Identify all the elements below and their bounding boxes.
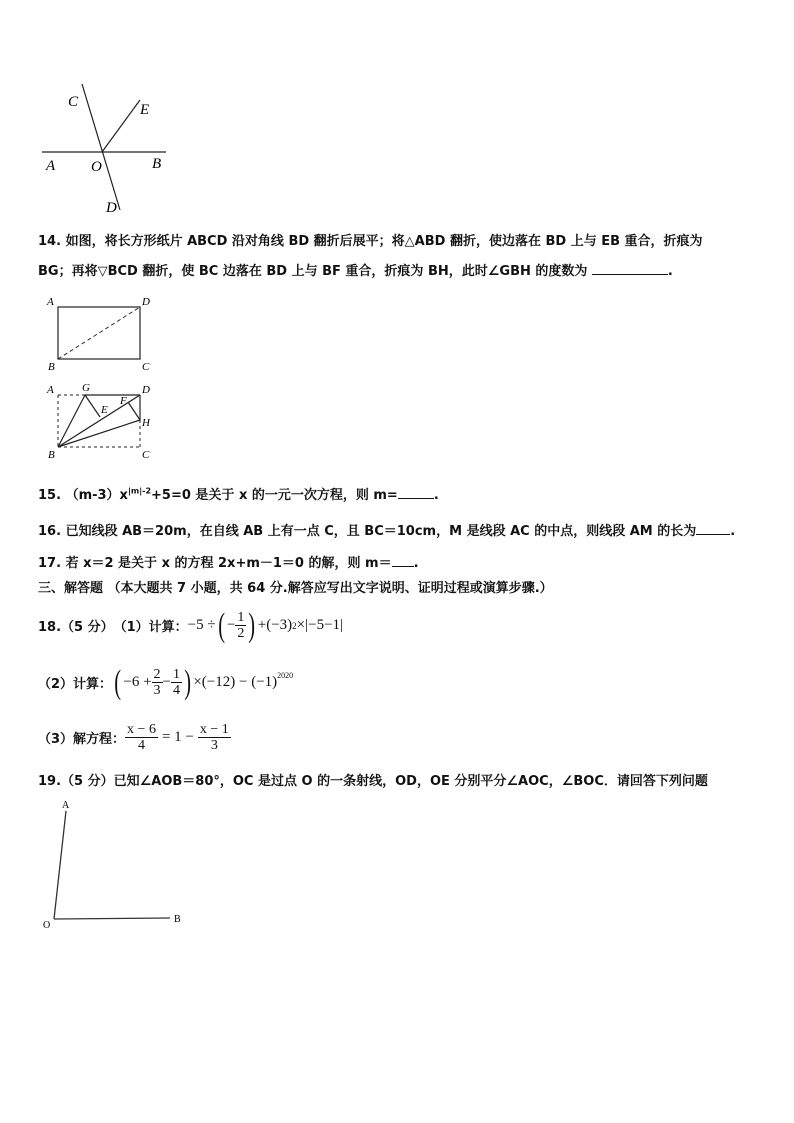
label-a: A	[47, 296, 54, 308]
question-19	[38, 770, 708, 789]
label-o: O	[91, 159, 102, 175]
expr-equals: = 1 −	[161, 729, 194, 745]
expr-exponent: 2	[292, 620, 297, 631]
expr-term: ×|−5−1|	[296, 617, 344, 633]
question-16-number: 16.	[38, 524, 62, 539]
fold-bd	[58, 395, 140, 447]
expr-minus: −	[162, 674, 172, 690]
question-14-line2	[38, 260, 673, 279]
label-g: G	[82, 382, 90, 394]
expr-term: ×(−12) − (−1)	[193, 674, 278, 690]
fraction-denominator: 4	[173, 683, 181, 698]
question-17-text: 若 x＝2 是关于 x 的方程 2x+m－1＝0 的解，则 m＝	[65, 556, 392, 571]
fraction-denominator: 3	[210, 738, 218, 753]
question-14-number: 14.	[38, 234, 62, 249]
fraction-one-half	[235, 610, 246, 641]
expr-term: −5 ÷	[187, 617, 216, 633]
fraction-denominator: 2	[237, 626, 245, 641]
question-18-part1-label: （1）计算：	[113, 620, 188, 635]
section-3-title: 三、解答题 （本大题共 7 小题，共 64 分.解答应写出文字说明、证明过程或演算步骤.）	[38, 581, 553, 596]
label-a: A	[47, 384, 54, 396]
paren-close: )	[248, 606, 256, 644]
fraction-numerator: x − 6	[127, 722, 156, 737]
question-15-exponent: |m|-2	[127, 486, 152, 496]
line-cd	[82, 84, 120, 210]
fraction-denominator: 3	[153, 683, 161, 698]
paren-open: (	[114, 663, 122, 701]
fraction-numerator: 2	[153, 667, 161, 682]
question-18-part1	[38, 606, 344, 644]
label-c: C	[142, 449, 150, 461]
expr-term: −6 +	[123, 674, 152, 690]
paren-open: (	[217, 606, 225, 644]
ray-oa	[54, 811, 66, 919]
question-14-line1	[38, 230, 703, 249]
ray-ob	[54, 918, 170, 919]
question-16-text: 已知线段 AB＝20m，在自线 AB 上有一点 C，且 BC＝10cm，M 是线段 AC 的中点，则线段 AM 的长为	[65, 524, 697, 539]
figure-intersecting-lines	[38, 82, 178, 217]
label-a: A	[62, 800, 70, 811]
label-b: B	[152, 156, 162, 172]
fraction-denominator: 4	[138, 738, 145, 753]
label-d: D	[142, 384, 150, 396]
label-d: D	[106, 200, 117, 216]
expr-term: +(−3)	[257, 617, 293, 633]
question-16	[38, 520, 735, 539]
expr-exponent: 2020	[277, 671, 294, 680]
fraction-right	[198, 722, 231, 753]
answer-blank-17[interactable]	[392, 566, 414, 567]
question-18-part3-label: （3）解方程：	[38, 732, 126, 747]
question-18-number: 18.（5 分）	[38, 620, 114, 635]
fraction-one-quarter	[171, 667, 182, 698]
question-15-post: +5=0 是关于 x 的一元一次方程，则 m=	[151, 488, 398, 503]
paren-close: )	[184, 663, 192, 701]
question-17	[38, 552, 419, 571]
label-b: B	[174, 914, 181, 925]
question-16-end: .	[730, 524, 736, 539]
fraction-two-thirds	[152, 667, 163, 698]
label-c: C	[142, 361, 150, 373]
diagonal-bd	[58, 307, 140, 359]
question-14-text-line2: BG；再将▽BCD 翻折，使 BC 边落在 BD 上与 BF 重合，折痕为 BH，此时∠GBH 的度数为	[38, 264, 588, 279]
figure-rectangle-diagonal	[40, 292, 160, 374]
question-14-text-line1: 如图，将长方形纸片 ABCD 沿对角线 BD 翻折后展平；将△ABD 翻折，使边落在 BD 上与 EB 重合，折痕为	[65, 234, 703, 249]
question-18-part2	[38, 663, 294, 701]
question-15-number: 15.	[38, 488, 62, 503]
fraction-left	[125, 722, 158, 753]
question-18-part2-label: （2）计算：	[38, 677, 113, 692]
question-15-end: .	[433, 488, 439, 503]
question-17-end: .	[413, 556, 419, 571]
fraction-numerator: x − 1	[199, 722, 229, 737]
label-e: E	[140, 102, 150, 118]
answer-blank-15[interactable]	[398, 498, 434, 499]
label-b: B	[48, 361, 55, 373]
question-19-text: 已知∠AOB＝80°，OC 是过点 O 的一条射线，OD，OE 分别平分∠AOC，∠BOC．请回答下列问题	[113, 774, 708, 789]
figure-angle-aob	[38, 795, 198, 935]
label-h: H	[142, 417, 150, 429]
label-c: C	[68, 94, 79, 110]
segment-ge	[85, 395, 100, 417]
question-15	[38, 484, 439, 503]
question-15-pre: （m-3）x	[65, 488, 128, 503]
label-o: O	[43, 920, 51, 931]
label-f: F	[120, 395, 127, 407]
fraction-numerator: 1	[237, 610, 245, 625]
label-b: B	[48, 449, 55, 461]
label-d: D	[142, 296, 150, 308]
ray-oe	[102, 100, 140, 152]
question-14-end: .	[667, 264, 673, 279]
label-e: E	[101, 404, 108, 416]
label-a: A	[46, 158, 56, 174]
question-17-number: 17.	[38, 556, 62, 571]
question-18-part3	[38, 722, 231, 753]
segment-fh	[128, 402, 140, 420]
section-3-heading	[38, 577, 553, 596]
answer-blank-16[interactable]	[696, 534, 730, 535]
figure-folded-rectangle	[40, 380, 160, 462]
expr-minus: −	[226, 617, 236, 633]
answer-blank-14[interactable]	[592, 274, 668, 275]
fraction-numerator: 1	[173, 667, 181, 682]
question-19-number: 19.（5 分）	[38, 774, 114, 789]
